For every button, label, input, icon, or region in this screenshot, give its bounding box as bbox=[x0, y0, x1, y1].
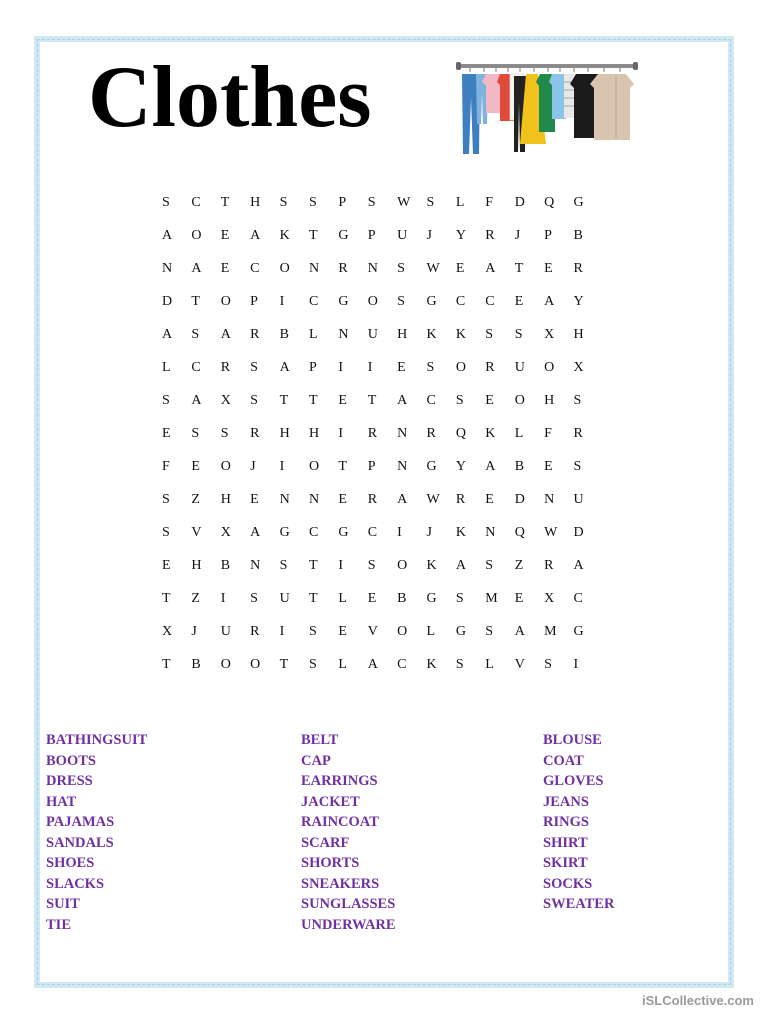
grid-letter: D bbox=[514, 492, 525, 507]
grid-letter: W bbox=[426, 261, 440, 276]
word-list-item: SCARF bbox=[301, 834, 350, 851]
grid-letter: R bbox=[544, 558, 554, 573]
grid-letter: C bbox=[455, 294, 466, 309]
grid-letter: R bbox=[485, 360, 495, 375]
grid-letter: A bbox=[162, 228, 173, 243]
word-list-item: DRESS bbox=[46, 773, 93, 789]
grid-letter: G bbox=[573, 624, 584, 639]
grid-letter: I bbox=[573, 657, 579, 672]
word-list-column bbox=[543, 730, 614, 915]
clothes-rack-icon bbox=[456, 58, 640, 162]
grid-letter: O bbox=[220, 294, 231, 309]
grid-letter: G bbox=[455, 624, 467, 639]
grid-letter: J bbox=[426, 525, 432, 540]
grid-letter: S bbox=[573, 459, 582, 474]
grid-letter: S bbox=[455, 393, 464, 408]
grid-letter: A bbox=[485, 261, 496, 276]
grid-letter: E bbox=[367, 591, 377, 606]
grid-letter: N bbox=[544, 492, 555, 507]
word-list-item: HAT bbox=[46, 793, 77, 810]
grid-letter: O bbox=[250, 657, 261, 672]
word-list-item: SLACKS bbox=[46, 875, 105, 892]
grid-letter: E bbox=[220, 228, 230, 243]
grid-letter: C bbox=[367, 525, 378, 540]
grid-letter: I bbox=[338, 426, 344, 441]
grid-letter: S bbox=[250, 360, 258, 375]
grid-letter: K bbox=[426, 327, 437, 342]
grid-letter: S bbox=[397, 261, 405, 276]
grid-letter: S bbox=[397, 294, 405, 309]
grid-letter: H bbox=[191, 558, 202, 573]
grid-letter: G bbox=[338, 228, 349, 243]
grid-letter: D bbox=[514, 195, 525, 210]
word-list-item: SWEATER bbox=[543, 896, 615, 912]
grid-letter: D bbox=[573, 525, 584, 540]
grid-letter: G bbox=[573, 195, 584, 210]
grid-letter: O bbox=[279, 261, 290, 276]
grid-letter: X bbox=[162, 624, 173, 639]
grid-letter: L bbox=[338, 657, 347, 672]
grid-letter: K bbox=[426, 558, 437, 573]
grid-letter: K bbox=[455, 525, 467, 540]
word-list-item: UNDERWARE bbox=[301, 916, 396, 933]
grid-letter: E bbox=[162, 558, 171, 573]
grid-letter: E bbox=[191, 459, 200, 474]
grid-letter: P bbox=[250, 294, 258, 309]
grid-letter: E bbox=[455, 261, 465, 276]
grid-letter: S bbox=[485, 558, 494, 573]
grid-letter: N bbox=[367, 261, 378, 276]
grid-letter: O bbox=[455, 360, 467, 375]
grid-letter: N bbox=[162, 261, 173, 276]
grid-letter: S bbox=[308, 657, 317, 672]
grid-letter: E bbox=[220, 261, 230, 276]
grid-letter: A bbox=[279, 360, 290, 375]
grid-letter: J bbox=[514, 228, 521, 243]
grid-letter: X bbox=[544, 591, 555, 606]
grid-letter: S bbox=[191, 426, 200, 441]
word-list-item: GLOVES bbox=[543, 773, 604, 789]
grid-letter: N bbox=[338, 327, 349, 342]
grid-letter: K bbox=[426, 657, 437, 672]
grid-letter: Q bbox=[544, 195, 555, 210]
grid-letter: E bbox=[485, 393, 494, 408]
grid-letter: T bbox=[279, 393, 289, 408]
grid-letter: I bbox=[338, 558, 344, 573]
word-list-item: SOCKS bbox=[543, 875, 593, 892]
grid-letter: A bbox=[367, 657, 378, 672]
grid-letter: A bbox=[162, 327, 173, 342]
grid-letter: L bbox=[485, 657, 494, 672]
grid-letter: R bbox=[250, 624, 260, 639]
grid-letter: A bbox=[485, 459, 496, 474]
grid-letter: M bbox=[544, 624, 557, 639]
grid-letter: B bbox=[191, 657, 201, 672]
word-list-item: JEANS bbox=[543, 793, 589, 810]
grid-letter: E bbox=[338, 624, 347, 639]
grid-letter: I bbox=[220, 591, 226, 606]
grid-letter: H bbox=[308, 426, 320, 441]
word-list-item: SHOES bbox=[46, 855, 95, 871]
grid-letter: C bbox=[426, 393, 436, 408]
grid-letter: F bbox=[544, 426, 552, 441]
grid-letter: U bbox=[514, 360, 525, 375]
grid-letter: S bbox=[367, 558, 376, 573]
grid-letter: U bbox=[573, 492, 584, 507]
grid-letter: R bbox=[220, 360, 231, 375]
grid-letter: N bbox=[308, 492, 320, 507]
grid-letter: R bbox=[573, 426, 583, 441]
grid-letter: Y bbox=[573, 294, 584, 309]
word-list-item: RINGS bbox=[543, 814, 589, 830]
grid-letter: P bbox=[308, 360, 317, 375]
grid-letter: J bbox=[250, 459, 256, 474]
grid-letter: H bbox=[279, 426, 290, 441]
grid-letter: L bbox=[338, 591, 347, 606]
grid-letter: V bbox=[514, 657, 525, 672]
grid-letter: R bbox=[367, 492, 378, 507]
grid-letter: N bbox=[485, 525, 496, 540]
grid-letter: O bbox=[220, 657, 231, 672]
grid-letter: A bbox=[544, 294, 555, 309]
grid-letter: G bbox=[426, 591, 437, 606]
word-list-item: BOOTS bbox=[46, 752, 96, 769]
word-list-item: RAINCOAT bbox=[301, 814, 379, 830]
grid-letter: I bbox=[338, 360, 344, 375]
grid-letter: Y bbox=[455, 228, 467, 243]
word-list-item: SKIRT bbox=[543, 855, 588, 871]
grid-letter: R bbox=[426, 426, 436, 441]
grid-letter: X bbox=[544, 327, 555, 342]
grid-letter: S bbox=[514, 327, 523, 342]
grid-letter: S bbox=[279, 558, 288, 573]
grid-letter: T bbox=[338, 459, 347, 474]
grid-letter: C bbox=[485, 294, 495, 309]
grid-letter: T bbox=[220, 195, 230, 210]
grid-letter: T bbox=[308, 558, 318, 573]
grid-letter: E bbox=[338, 393, 347, 408]
word-list-item: EARRINGS bbox=[301, 773, 378, 789]
grid-letter: Y bbox=[455, 459, 467, 474]
grid-letter: I bbox=[279, 624, 285, 639]
grid-letter: Q bbox=[455, 426, 467, 441]
grid-letter: T bbox=[279, 657, 289, 672]
grid-letter: S bbox=[279, 195, 288, 210]
grid-letter: R bbox=[573, 261, 583, 276]
grid-letter: I bbox=[279, 459, 285, 474]
grid-letter: E bbox=[162, 426, 171, 441]
grid-letter: A bbox=[191, 393, 202, 408]
grid-letter: U bbox=[397, 228, 408, 243]
grid-letter: S bbox=[455, 591, 464, 606]
grid-letter: J bbox=[191, 624, 197, 639]
grid-letter: P bbox=[367, 228, 376, 243]
grid-letter: S bbox=[426, 195, 435, 210]
grid-letter: R bbox=[250, 426, 260, 441]
grid-letter: Z bbox=[191, 492, 200, 507]
grid-letter: W bbox=[397, 195, 411, 210]
grid-letter: O bbox=[191, 228, 202, 243]
word-list-item: SHIRT bbox=[543, 834, 588, 851]
grid-letter: A bbox=[514, 624, 525, 639]
grid-letter: N bbox=[397, 426, 408, 441]
grid-letter: O bbox=[397, 558, 408, 573]
grid-letter: E bbox=[250, 492, 259, 507]
word-list-item: SHORTS bbox=[301, 855, 360, 871]
word-list-item: SNEAKERS bbox=[301, 875, 380, 892]
grid-letter: T bbox=[308, 591, 318, 606]
grid-letter: S bbox=[573, 393, 582, 408]
grid-letter: S bbox=[426, 360, 435, 375]
grid-letter: T bbox=[367, 393, 377, 408]
grid-letter: U bbox=[279, 591, 290, 606]
grid-letter: A bbox=[250, 525, 261, 540]
word-list-column bbox=[301, 730, 396, 935]
grid-letter: C bbox=[250, 261, 260, 276]
grid-letter: W bbox=[426, 492, 440, 507]
grid-letter: C bbox=[308, 525, 319, 540]
grid-letter: L bbox=[162, 360, 171, 375]
grid-letter: A bbox=[397, 393, 408, 408]
grid-letter: C bbox=[573, 591, 583, 606]
grid-letter: C bbox=[397, 657, 407, 672]
grid-letter: S bbox=[250, 393, 258, 408]
grid-letter: I bbox=[367, 360, 373, 375]
grid-letter: L bbox=[514, 426, 524, 441]
grid-letter: H bbox=[250, 195, 261, 210]
grid-letter: R bbox=[250, 327, 260, 342]
grid-letter: T bbox=[308, 228, 318, 243]
grid-letter: O bbox=[220, 459, 231, 474]
word-list-item: BLOUSE bbox=[543, 732, 602, 748]
grid-letter: W bbox=[544, 525, 558, 540]
grid-letter: O bbox=[397, 624, 408, 639]
grid-letter: P bbox=[544, 228, 552, 243]
grid-letter: N bbox=[250, 558, 261, 573]
grid-letter: X bbox=[573, 360, 584, 375]
grid-letter: S bbox=[250, 591, 258, 606]
grid-letter: B bbox=[220, 558, 231, 573]
grid-letter: S bbox=[485, 327, 494, 342]
grid-letter: T bbox=[514, 261, 524, 276]
grid-letter: S bbox=[162, 195, 170, 210]
grid-letter: R bbox=[455, 492, 466, 507]
grid-letter: H bbox=[544, 393, 555, 408]
grid-letter: P bbox=[367, 459, 376, 474]
grid-letter: N bbox=[308, 261, 320, 276]
grid-letter: R bbox=[485, 228, 495, 243]
grid-letter: S bbox=[308, 624, 317, 639]
word-list-item: JACKET bbox=[301, 793, 360, 810]
grid-letter: C bbox=[308, 294, 319, 309]
word-list-item: SUIT bbox=[46, 896, 80, 912]
grid-letter: Q bbox=[514, 525, 525, 540]
grid-letter: F bbox=[162, 459, 170, 474]
grid-letter: S bbox=[220, 426, 229, 441]
grid-letter: H bbox=[397, 327, 408, 342]
grid-letter: E bbox=[514, 294, 524, 309]
grid-letter: N bbox=[279, 492, 290, 507]
grid-letter: E bbox=[485, 492, 494, 507]
word-search-grid bbox=[162, 186, 603, 681]
grid-letter: K bbox=[279, 228, 290, 243]
grid-letter: P bbox=[338, 195, 347, 210]
grid-letter: S bbox=[367, 195, 376, 210]
grid-letter: N bbox=[397, 459, 408, 474]
grid-letter: S bbox=[191, 327, 200, 342]
grid-letter: O bbox=[367, 294, 378, 309]
grid-letter: S bbox=[485, 624, 494, 639]
grid-letter: S bbox=[455, 657, 464, 672]
grid-letter: F bbox=[485, 195, 494, 210]
grid-letter: A bbox=[455, 558, 467, 573]
grid-letter: Z bbox=[191, 591, 200, 606]
grid-letter: G bbox=[426, 294, 437, 309]
grid-letter: H bbox=[573, 327, 584, 342]
grid-letter: E bbox=[514, 591, 524, 606]
grid-letter: T bbox=[162, 591, 171, 606]
grid-letter: U bbox=[220, 624, 231, 639]
grid-letter: X bbox=[220, 393, 231, 408]
grid-letter: E bbox=[397, 360, 406, 375]
grid-letter: L bbox=[426, 624, 436, 639]
grid-letter: A bbox=[397, 492, 408, 507]
grid-letter: S bbox=[544, 657, 552, 672]
grid-letter: C bbox=[191, 360, 201, 375]
word-list-item: COAT bbox=[543, 752, 584, 769]
page-title: Clothes bbox=[88, 49, 372, 146]
watermark: iSLCollective.com bbox=[642, 993, 754, 1008]
grid-letter: H bbox=[220, 492, 231, 507]
grid-letter: S bbox=[308, 195, 317, 210]
grid-letter: O bbox=[544, 360, 555, 375]
grid-letter: R bbox=[338, 261, 348, 276]
grid-letter: T bbox=[162, 657, 171, 672]
grid-letter: K bbox=[455, 327, 467, 342]
word-list-item: BELT bbox=[301, 732, 339, 748]
grid-letter: B bbox=[397, 591, 407, 606]
grid-letter: T bbox=[191, 294, 200, 309]
grid-letter: I bbox=[279, 294, 285, 309]
grid-letter: S bbox=[162, 393, 170, 408]
grid-letter: T bbox=[308, 393, 318, 408]
grid-letter: E bbox=[544, 459, 553, 474]
grid-letter: M bbox=[485, 591, 498, 606]
grid-letter: G bbox=[338, 294, 349, 309]
grid-letter: R bbox=[367, 426, 378, 441]
grid-letter: K bbox=[485, 426, 496, 441]
grid-letter: G bbox=[338, 525, 349, 540]
grid-letter: L bbox=[308, 327, 318, 342]
grid-letter: U bbox=[367, 327, 378, 342]
grid-letter: G bbox=[426, 459, 437, 474]
grid-letter: A bbox=[220, 327, 231, 342]
word-list-item: SANDALS bbox=[46, 834, 114, 851]
grid-letter: I bbox=[397, 525, 402, 540]
word-list-item: PAJAMAS bbox=[46, 814, 115, 830]
word-list-item: BATHINGSUIT bbox=[46, 732, 148, 748]
word-list-item: TIE bbox=[46, 916, 71, 933]
grid-letter: S bbox=[162, 492, 170, 507]
grid-letter: S bbox=[162, 525, 170, 540]
grid-letter: Z bbox=[514, 558, 524, 573]
grid-letter: C bbox=[191, 195, 201, 210]
grid-letter: B bbox=[573, 228, 583, 243]
grid-letter: O bbox=[514, 393, 525, 408]
grid-letter: B bbox=[279, 327, 289, 342]
grid-letter: L bbox=[455, 195, 465, 210]
grid-letter: A bbox=[573, 558, 584, 573]
grid-letter: E bbox=[544, 261, 553, 276]
grid-letter: O bbox=[308, 459, 320, 474]
grid-letter: D bbox=[162, 294, 173, 309]
word-list-column bbox=[46, 730, 147, 935]
grid-letter: G bbox=[279, 525, 290, 540]
grid-letter: A bbox=[250, 228, 261, 243]
word-list-item: CAP bbox=[301, 752, 331, 769]
word-list-item: SUNGLASSES bbox=[301, 896, 396, 912]
grid-letter: A bbox=[191, 261, 202, 276]
grid-letter: B bbox=[514, 459, 525, 474]
grid-letter: V bbox=[367, 624, 378, 639]
grid-letter: X bbox=[220, 525, 231, 540]
grid-letter: V bbox=[191, 525, 202, 540]
grid-letter: J bbox=[426, 228, 432, 243]
grid-letter: E bbox=[338, 492, 347, 507]
